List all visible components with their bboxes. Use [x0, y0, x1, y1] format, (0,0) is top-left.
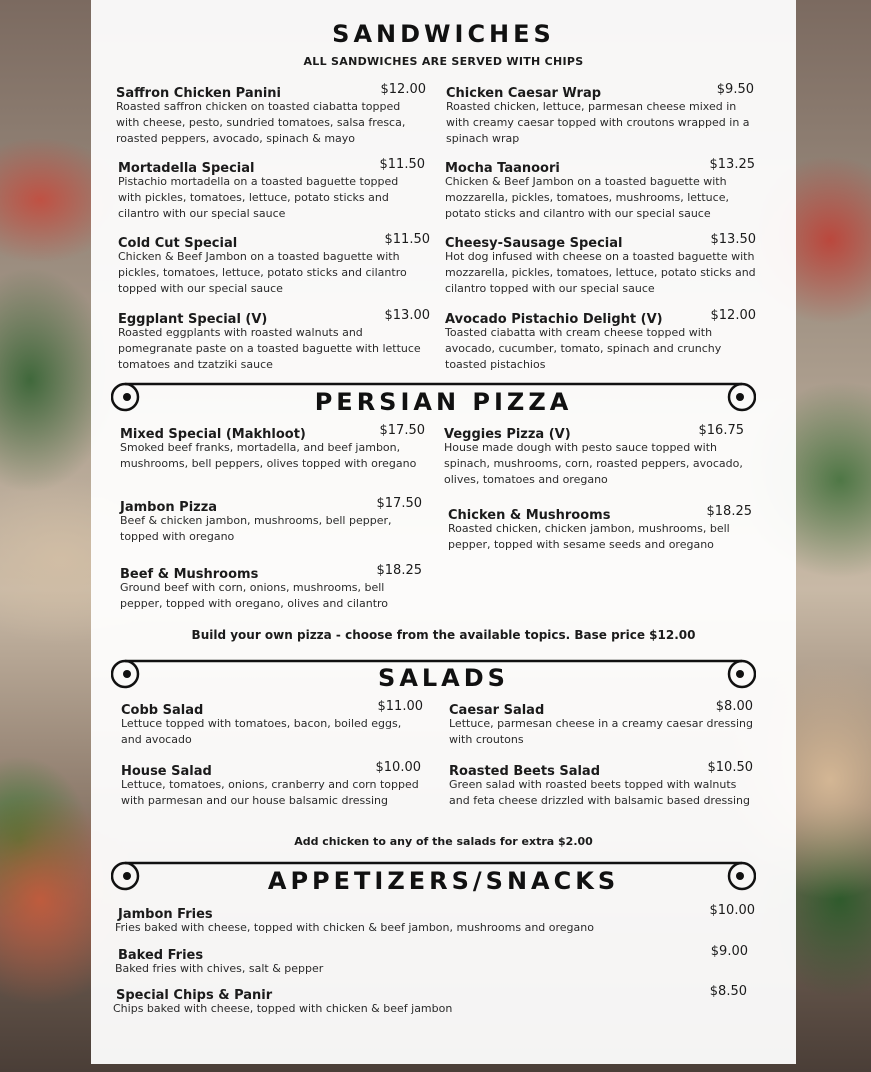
menu-item	[115, 944, 748, 977]
item-name: Beef & Mushrooms	[120, 567, 259, 582]
item-name: Cobb Salad	[121, 703, 204, 718]
item-name: Saffron Chicken Panini	[116, 86, 282, 101]
item-price: $11.00	[377, 699, 423, 714]
item-name: Cheesy-Sausage Special	[445, 236, 623, 251]
item-name: Roasted Beets Salad	[449, 764, 601, 779]
item-name: Jambon Pizza	[120, 500, 218, 515]
item-description: Lettuce topped with tomatoes, bacon, boiled eggs, and avocado	[121, 717, 402, 747]
item-name: Chicken Caesar Wrap	[446, 86, 602, 101]
item-price: $12.00	[710, 308, 756, 323]
menu-item	[444, 423, 744, 489]
item-price: $17.50	[376, 496, 422, 511]
menu-item	[118, 232, 430, 298]
menu-item	[448, 504, 752, 553]
item-description: House made dough with pesto sauce topped with spinach, mushrooms, corn, roasted peppers, avocado, olives, tomatoes and oregano	[444, 441, 743, 487]
item-description: Lettuce, tomatoes, onions, cranberry and corn topped with parmesan and our house balsamic dressing	[121, 778, 419, 808]
item-price: $13.00	[384, 308, 430, 323]
menu-item	[115, 903, 755, 936]
menu-item	[118, 157, 425, 223]
item-name: Baked Fries	[118, 948, 204, 963]
item-description: Roasted saffron chicken on toasted ciabatta topped with cheese, pesto, sundried tomatoes, salsa fresca, roasted peppers, avocado, spinach & mayo	[116, 100, 406, 146]
item-name: Cold Cut Special	[118, 236, 238, 251]
item-price: $10.50	[707, 760, 753, 775]
menu-item	[445, 232, 756, 298]
item-description: Roasted chicken, chicken jambon, mushrooms, bell pepper, topped with sesame seeds and oregano	[448, 522, 730, 552]
menu-item	[120, 563, 422, 612]
menu-item	[449, 760, 753, 809]
item-price: $10.00	[375, 760, 421, 775]
item-description: Chicken & Beef Jambon on a toasted baguette with pickles, tomatoes, lettuce, potato sticks and cilantro topped with our special sauce	[118, 250, 407, 296]
menu-item	[449, 699, 753, 748]
item-name: Caesar Salad	[449, 703, 545, 718]
sandwiches-title: SANDWICHES	[332, 20, 555, 48]
item-price: $16.75	[698, 423, 744, 438]
item-description: Roasted eggplants with roasted walnuts and pomegranate paste on a toasted baguette with lettuce tomatoes and tzatziki sauce	[118, 326, 421, 372]
menu-panel	[91, 0, 796, 1064]
item-price: $9.50	[716, 82, 754, 97]
item-price: $8.50	[709, 984, 747, 999]
menu-item	[120, 496, 422, 545]
menu-item	[113, 984, 747, 1017]
item-price: $11.50	[379, 157, 425, 172]
item-price: $12.00	[380, 82, 426, 97]
item-price: $18.25	[376, 563, 422, 578]
menu-item	[446, 82, 754, 148]
item-price: $10.00	[709, 903, 755, 918]
item-description: Baked fries with chives, salt & pepper	[115, 962, 324, 975]
menu-item	[445, 308, 756, 374]
item-description: Ground beef with corn, onions, mushrooms, bell pepper, topped with oregano, olives and cilantro	[120, 581, 389, 611]
item-price: $11.50	[384, 232, 430, 247]
item-name: Chicken & Mushrooms	[448, 508, 611, 523]
salads-note: Add chicken to any of the salads for extra $2.00	[294, 835, 593, 848]
item-name: Avocado Pistachio Delight (V)	[445, 312, 663, 327]
item-price: $18.25	[706, 504, 752, 519]
item-name: Special Chips & Panir	[116, 988, 273, 1003]
item-price: $13.25	[709, 157, 755, 172]
item-price: $8.00	[715, 699, 753, 714]
menu-item	[120, 423, 425, 472]
pizza-note: Build your own pizza - choose from the available topics. Base price $12.00	[191, 628, 696, 642]
menu-item	[445, 157, 755, 223]
menu-item	[121, 699, 423, 748]
menu-item	[118, 308, 430, 374]
menu-item	[116, 82, 426, 148]
item-description: Pistachio mortadella on a toasted baguette topped with pickles, tomatoes, lettuce, potato sticks and cilantro with our special sauce	[118, 175, 399, 221]
item-name: Jambon Fries	[118, 907, 213, 922]
item-description: Fries baked with cheese, topped with chicken & beef jambon, mushrooms and oregano	[115, 921, 594, 934]
pizza-title: PERSIAN PIZZA	[314, 388, 573, 416]
menu-item	[121, 760, 421, 809]
item-name: Veggies Pizza (V)	[444, 427, 571, 442]
appetizers-title: APPETIZERS/SNACKS	[267, 867, 620, 895]
item-description: Beef & chicken jambon, mushrooms, bell pepper, topped with oregano	[120, 514, 392, 544]
item-price: $13.50	[710, 232, 756, 247]
item-description: Hot dog infused with cheese on a toasted baguette with mozzarella, pickles, tomatoes, lettuce, potato sticks and cilantro topped with our special sauce	[445, 250, 756, 296]
item-description: Chips baked with cheese, topped with chicken & beef jambon	[113, 1002, 453, 1015]
item-price: $9.00	[710, 944, 748, 959]
item-name: Mocha Taanoori	[445, 161, 560, 176]
item-description: Chicken & Beef Jambon on a toasted baguette with mozzarella, pickles, tomatoes, mushrooms, lettuce, potato sticks and cilantro with our special sauce	[445, 175, 729, 221]
item-description: Toasted ciabatta with cream cheese topped with avocado, cucumber, tomato, spinach and crunchy toasted pistachios	[445, 326, 722, 372]
item-description: Green salad with roasted beets topped with walnuts and feta cheese drizzled with balsamic based dressing	[449, 778, 750, 808]
item-name: Eggplant Special (V)	[118, 312, 268, 327]
item-description: Lettuce, parmesan cheese in a creamy caesar dressing with croutons	[449, 717, 754, 747]
item-name: Mixed Special (Makhloot)	[120, 427, 306, 442]
item-name: House Salad	[121, 764, 212, 779]
item-description: Roasted chicken, lettuce, parmesan cheese mixed in with creamy caesar topped with croutons wrapped in a spinach wrap	[446, 100, 750, 146]
item-description: Smoked beef franks, mortadella, and beef jambon, mushrooms, bell peppers, olives topped with oregano	[120, 441, 417, 471]
salads-title: SALADS	[378, 664, 509, 692]
sandwiches-subtitle: ALL SANDWICHES ARE SERVED WITH CHIPS	[303, 55, 584, 68]
item-price: $17.50	[379, 423, 425, 438]
item-name: Mortadella Special	[118, 161, 255, 176]
